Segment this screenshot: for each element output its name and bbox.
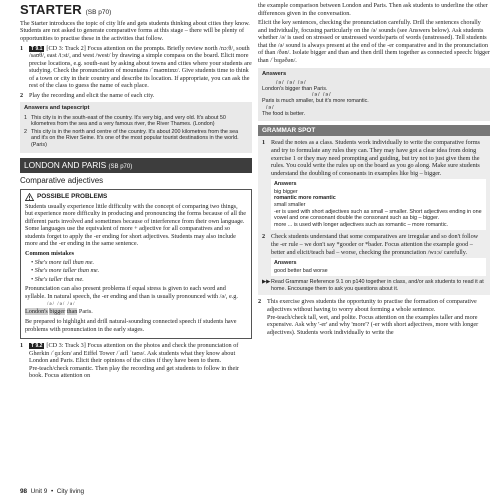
section-heading [20, 158, 252, 173]
grammar-item-2: 2 Check students understand that some comparatives are irregular and so don't follow the -er rule – we don't say *gooder or *bader. Focus attention the example good – better and elicit/teach bad – worse, checking the pronunciation /wɜːs/ carefully. [262, 233, 479, 256]
starter-ref: (SB p70) [85, 9, 112, 16]
answer-row: 1 This city is in the south-east of the country. It's very big, and very old. It's about 50 kilometres from the sea and a very famous river, the River Thames. (London) [24, 114, 226, 128]
list-item: • She's more taller than me. [31, 267, 100, 275]
answer-row: 2 This city is in the north and centre of the country. It's about 200 kilometres from the sea and it's on the River Seine. It's one of the most popular tourist destinations in the world. (Paris) [24, 128, 239, 148]
answer-line: London's bigger than Paris. [262, 85, 328, 92]
starter-title: STARTER [20, 2, 82, 17]
problems-text-2: Pronunciation can also present problems if equal stress is given to each word and syllable. In natural speech, the -er ending and than is usually pronounced with /ə/, e.g. [25, 285, 238, 300]
answer-line: The food is better. [262, 111, 306, 118]
answers-box: Answers /ə/ /ə/ /ə/ London's bigger than Paris. /ə/ /ə/ Paris is much smaller, but it's more romantic. /ə/ The food is better. [258, 68, 490, 121]
starter-item-1: 1 T 9.1 [CD 3: Track 2] Focus attention on the prompts. Briefly review north /nɔːθ/, south /saʊθ/, east /iːst/, and west /west/ by drawing a simple compass on the board. Elicit more precise locations, e.g. south-east by asking about towns and cities where your students are studying. Check the pronunciation of mountains /ˈmaʊntɪnz/. Give students time to think of a town or city in their country and describe its location. If appropriate, you can ask the rest of the class to guess the name of each place. [20, 44, 252, 90]
left-column [20, 2, 252, 382]
answer-line: Paris is much smaller, but it's more romantic. [262, 98, 369, 105]
starter-intro: The Starter introduces the topic of city life and gets students thinking about cities they know. Students are not asked to generate comparative forms at this stage – there will be plenty of opportunities to practise these in the activities that follow. [20, 19, 250, 42]
answers-title: Answers and tapescript [24, 105, 90, 112]
section-ref: (SB p70) [108, 163, 133, 170]
starter-item-2: 2 Play the recording and elicit the name of each city. [20, 92, 252, 100]
topic-label: City living [56, 488, 85, 495]
phonetic-line: /ə/ /ə/ /ə/ [47, 302, 76, 308]
mistakes-list [31, 259, 247, 284]
answers-tapescript-box [20, 102, 252, 152]
arrow-right-icon: ▶▶ [262, 279, 271, 286]
grammar-item-1: 1 Read the notes as a class. Students work individually to write the comparative forms and try to formulate any rules they can. They may have got a clear idea from doing exercise 1 or they may need prompting and guiding, but try not to just give them the rules. You could write the rules up on the board as you go along. Make sure students understand the doubling of consonants in examples like big – bigger. [262, 139, 480, 177]
grammar-answers-2: Answers good better bad worse [271, 258, 486, 276]
paragraph: the example comparison between London and Paris. Then ask students to underline the other differences given in the conversation. [258, 2, 488, 17]
problems-text-3: Be prepared to highlight and drill natural-sounding connected speech if students have problems with pronunciation in the early stages. [25, 317, 237, 333]
grammar-spot-box [258, 125, 490, 296]
london-item-1: 1 T 9.2 [CD 3: Track 3] Focus attention on the photos and check the pronunciation of Gherkin /ˈɡɜːkɪn/ and Eiffel Tower /ˈaɪfl ˈtaʊə/. Ask students what they know about London and Paris. Elicit their opinions of the cities if they have been to them. Pre-teach/check romantic. Then play the recording and get students to follow in their book. Focus attention on [20, 342, 240, 380]
grammar-answers-1: Answers big bigger romantic more romantic small smaller -er is used with short adjectives such as small – smaller. Short adjectives ending in one vowel and one consonant double the consonant such as big – bigger. more ... is used with longer adjectives such as romantic – more romantic. [271, 179, 486, 230]
page-number: 98 [20, 488, 28, 495]
list-item: • She's taller that me. [31, 275, 84, 283]
right-column [258, 2, 490, 338]
starter-item-1-text: [CD 3: Track 2] Focus attention on the prompts. Briefly review north /nɔːθ/, south /saʊθ/, east /iːst/, and west /west/ by drawing a simple compass on the board. Elicit more precise locations, e.g. south-east by asking about towns and cities where your students are studying. Check the pronunciation of mountains /ˈmaʊntɪnz/. Give students time to think of a town or city in their country and describe its location. If appropriate, you can ask the rest of the class to guess the name of each place. [29, 44, 252, 90]
possible-problems-box [20, 189, 252, 340]
subheading: Comparative adjectives [20, 175, 104, 185]
track-badge: T 9.2 [31, 343, 43, 350]
paragraph: Elicit the key sentences, checking the pronunciation carefully. Drill the sentences chorally and individually, focusing particularly on the /ə/ sounds (see Answers below). Ask students whether /ə/ is used on stressed or unstressed words/parts of words (unstressed). Tell students that the /ə/ sound is always present at the end of the -er comparative and in the pronunciation of than /ðən/. Isolate bigger and than and then drill them together as connected speech: bigger than /ˈbɪɡəðən/. [258, 19, 490, 64]
page-footer: 98 Unit 9 • City living [20, 488, 85, 495]
exercise-item-2: 2 This exercise gives students the opportunity to practise the formation of comparative adjectives without having to worry about forming a whole sentence. Pre-teach/check tall, wet, and polite. Focus attention on the examples taller and more expensive. Ask why '-er' and why 'more'? (-er with short adjectives, more with longer adjectives). Students work individually to write the [258, 298, 479, 336]
grammar-reference-note: ▶▶ Read Grammar Reference 9.1 on p140 together in class, and/or ask students to read it at home. Encourage them to ask you questions about it. [262, 279, 484, 292]
starter-heading [20, 2, 252, 18]
example-sentence: London's bigger than Paris. [25, 308, 93, 316]
common-mistakes-heading: Common mistakes [25, 249, 74, 257]
section-title: LONDON AND PARIS [24, 159, 107, 170]
grammar-spot-title: GRAMMAR SPOT [258, 125, 490, 137]
unit-label: Unit 9 [30, 488, 48, 495]
track-badge: T 9.1 [31, 45, 43, 52]
problems-text-1: Students usually experience little difficulty with the concept of comparing two things, but experience more difficulty in producing and pronouncing the forms because of all the different parts involved and sometimes because of interference from their own language. Some languages use the equivalent of more + adjective for all comparatives and so students forget to apply the -er ending for short adjectives. Students may also include more and the -er ending in the same sentence. [25, 202, 247, 248]
starter-item-2-text: Play the recording and elicit the name of each city. [29, 91, 155, 99]
problems-title: POSSIBLE PROBLEMS [37, 192, 108, 200]
warning-icon [25, 193, 34, 201]
list-item: • She's more tall than me. [31, 258, 95, 266]
